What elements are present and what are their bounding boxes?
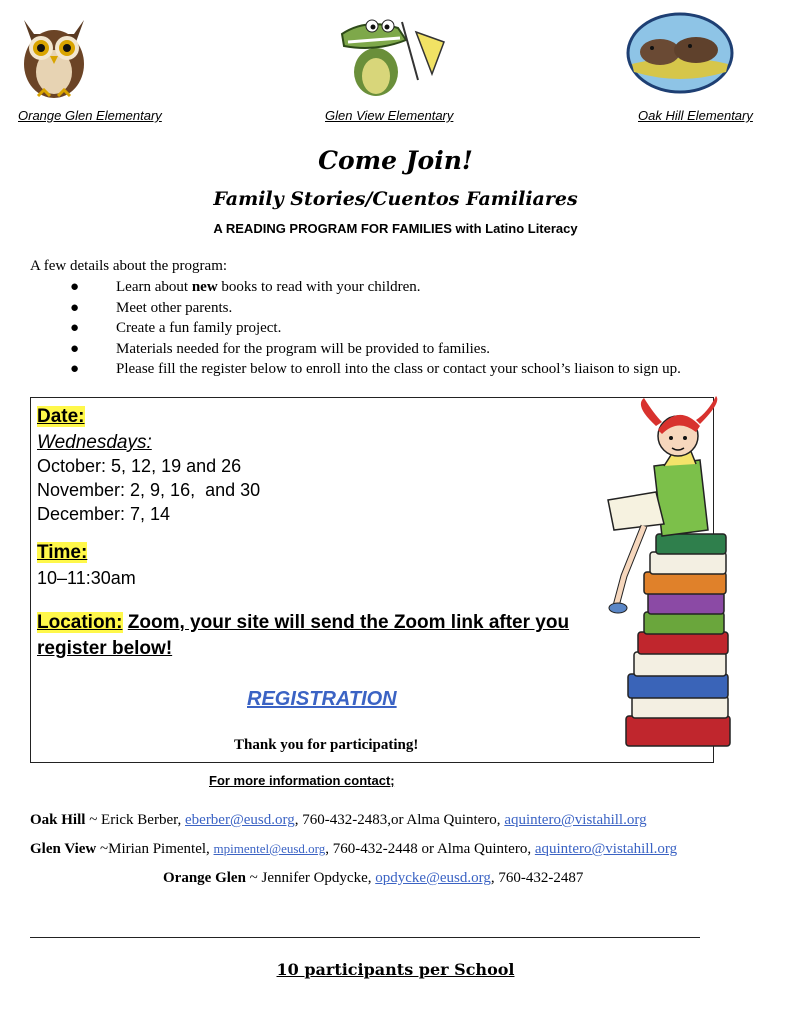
otters-icon: [626, 12, 734, 94]
bullet-icon: ●: [70, 361, 80, 377]
location-text: Zoom, your site will send the Zoom link after you: [127, 612, 570, 633]
email-link[interactable]: aquintero@vistahill.org: [534, 841, 678, 857]
contact-orange-glen: Orange Glen ~ Jennifer Opdycke, opdycke@eusd.org, 760-432-2487: [163, 870, 584, 886]
time-value: 10–11:30am: [37, 568, 136, 588]
program-tagline: A READING PROGRAM FOR FAMILIES with Latino Literacy: [213, 221, 578, 236]
school-name-glen-view: Glen View Elementary: [325, 108, 454, 123]
contact-glen-view: Glen View ~Mirian Pimentel, mpimentel@eusd.org, 760-432-2448 or Alma Quintero, aquintero@vistahill.org: [30, 841, 678, 857]
time-label: Time:: [37, 542, 88, 563]
school-name-orange-glen: Orange Glen Elementary: [18, 108, 162, 123]
school-name-oak-hill: Oak Hill Elementary: [638, 108, 753, 123]
date-line-december: December: 7, 14: [37, 504, 171, 524]
location-text-2: register below!: [37, 638, 173, 659]
page-title: Come Join!: [318, 146, 473, 175]
page-subtitle: Family Stories/Cuentos Familiares: [213, 188, 578, 210]
bullet-icon: ●: [70, 299, 80, 316]
bullet-icon: ●: [70, 279, 80, 295]
registration-link[interactable]: REGISTRATION: [247, 688, 397, 710]
contact-heading: For more information contact;: [209, 773, 395, 788]
location-label: Location:: [37, 612, 123, 633]
participants-note: 10 participants per School: [276, 960, 515, 979]
email-link[interactable]: aquintero@vistahill.org: [504, 812, 647, 828]
date-line-november: November: 2, 9, 16, and 30: [37, 480, 261, 500]
alligator-icon: [336, 12, 448, 98]
location-block: [37, 610, 569, 662]
divider: [30, 937, 700, 938]
bullet-icon: ●: [70, 320, 80, 336]
contact-oak-hill: Oak Hill ~ Erick Berber, eberber@eusd.org, 760-432-2483,or Alma Quintero, aquintero@vistahill.org: [30, 812, 647, 828]
date-label: Date:: [37, 406, 85, 427]
details-intro: A few details about the program:: [30, 258, 228, 274]
thanks-text: Thank you for participating!: [234, 737, 419, 753]
girl-reading-on-books-icon: [604, 396, 736, 754]
email-link[interactable]: opdycke@eusd.org: [375, 870, 491, 886]
date-line-october: October: 5, 12, 19 and 26: [37, 456, 242, 476]
owl-icon: [14, 12, 94, 100]
email-link[interactable]: eberber@eusd.org: [185, 812, 295, 828]
bullet-icon: ●: [70, 340, 80, 357]
email-link[interactable]: mpimentel@eusd.org: [213, 841, 326, 856]
day-label: Wednesdays:: [37, 432, 152, 453]
